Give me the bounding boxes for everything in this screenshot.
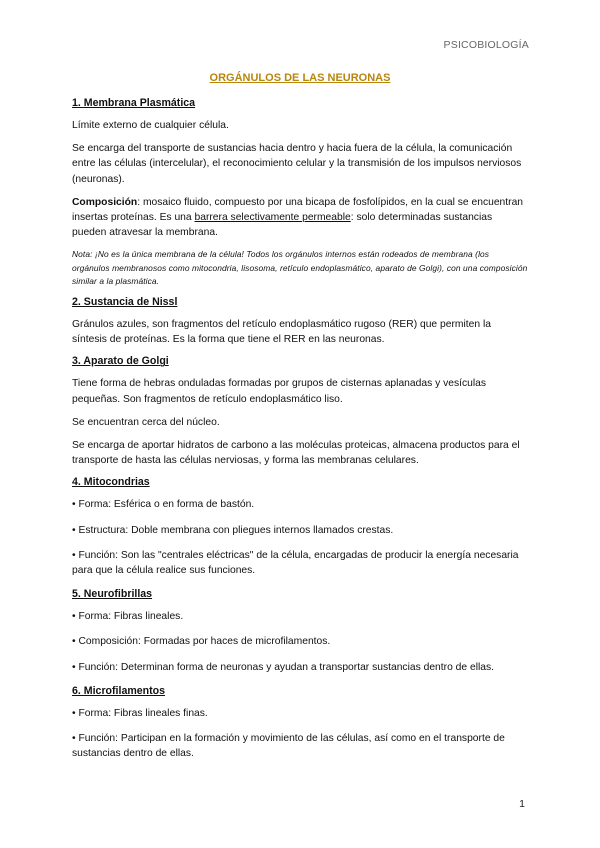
composition-label: Composición	[72, 196, 138, 208]
paragraph: Límite externo de cualquier célula.	[72, 120, 229, 131]
paragraph: Se encuentran cerca del núcleo.	[72, 416, 220, 428]
list-item: • Forma: Fibras lineales finas.	[72, 707, 208, 719]
section-heading-neurofibrillas: 5. Neurofibrillas	[72, 588, 153, 601]
section-heading-mitocondrias: 4. Mitocondrias	[72, 476, 150, 489]
list-item: • Función: Determinan forma de neuronas y ayudan a transportar sustancias dentro de ellas.	[72, 661, 495, 673]
composition-paragraph	[72, 195, 528, 241]
paragraph: Tiene forma de hebras onduladas formadas por grupos de cisternas aplanadas y vesículas pequeñas. Son fragmentos de retículo endoplasmático liso.	[72, 378, 487, 405]
paragraph: Se encarga del transporte de sustancias hacia dentro y hacia fuera de la célula, la comunicación entre las células (intercelular), el reconocimiento celular y la transmisión de los impulsos nerviosos (neuronas).	[72, 143, 522, 185]
document-body	[72, 72, 528, 771]
paragraph: Se encarga de aportar hidratos de carbono a las moléculas proteicas, almacena productos para el transporte de hasta las células nerviosas, y forma las membranas celulares.	[72, 440, 520, 467]
list-item: • Estructura: Doble membrana con pliegues internos llamados crestas.	[72, 524, 394, 536]
section-heading-membrana: 1. Membrana Plasmática	[72, 97, 196, 109]
list-item: • Composición: Formadas por haces de microfilamentos.	[72, 636, 331, 648]
section-heading-golgi: 3. Aparato de Golgi	[72, 355, 169, 368]
list-item: • Función: Son las "centrales eléctricas" de la célula, encargadas de producir la energía necesaria para que la célula realice sus funciones.	[72, 549, 519, 577]
list-item: • Forma: Fibras lineales.	[72, 611, 184, 623]
document-title: ORGÁNULOS DE LAS NEURONAS	[209, 72, 391, 84]
section-heading-microfilamentos: 6. Microfilamentos	[72, 684, 166, 697]
page-number: 1	[519, 798, 525, 810]
list-item: • Función: Participan en la formación y movimiento de las células, así como en el transporte de sustancias dentro de ellas.	[72, 733, 505, 760]
paragraph: Gránulos azules, son fragmentos del retículo endoplasmático rugoso (RER) que permiten la síntesis de proteínas. Es la forma que tiene el RER en las neuronas.	[72, 319, 491, 346]
note-paragraph: Nota: ¡No es la única membrana de la célula! Todos los orgánulos internos están rodeados de membrana (los orgánulos membranosos como mitocondria, lisosoma, retículo endoplasmático, aparato de Golgi), con una composición similar a la plasmática.	[72, 249, 528, 286]
section-heading-nissl: 2. Sustancia de Nissl	[72, 296, 178, 309]
course-header: PSICOBIOLOGÍA	[443, 39, 529, 51]
list-item: • Forma: Esférica o en forma de bastón.	[72, 499, 255, 511]
composition-underlined: barrera selectivamente permeable	[194, 212, 351, 224]
composition-text-a: : mosaico fluido, compuesto por una bicapa de fosfolípidos, en la cual se encuentran insertas proteínas. Es una	[72, 196, 524, 224]
composition-text-b: : solo determinadas sustancias pueden atravesar la membrana.	[72, 212, 493, 239]
